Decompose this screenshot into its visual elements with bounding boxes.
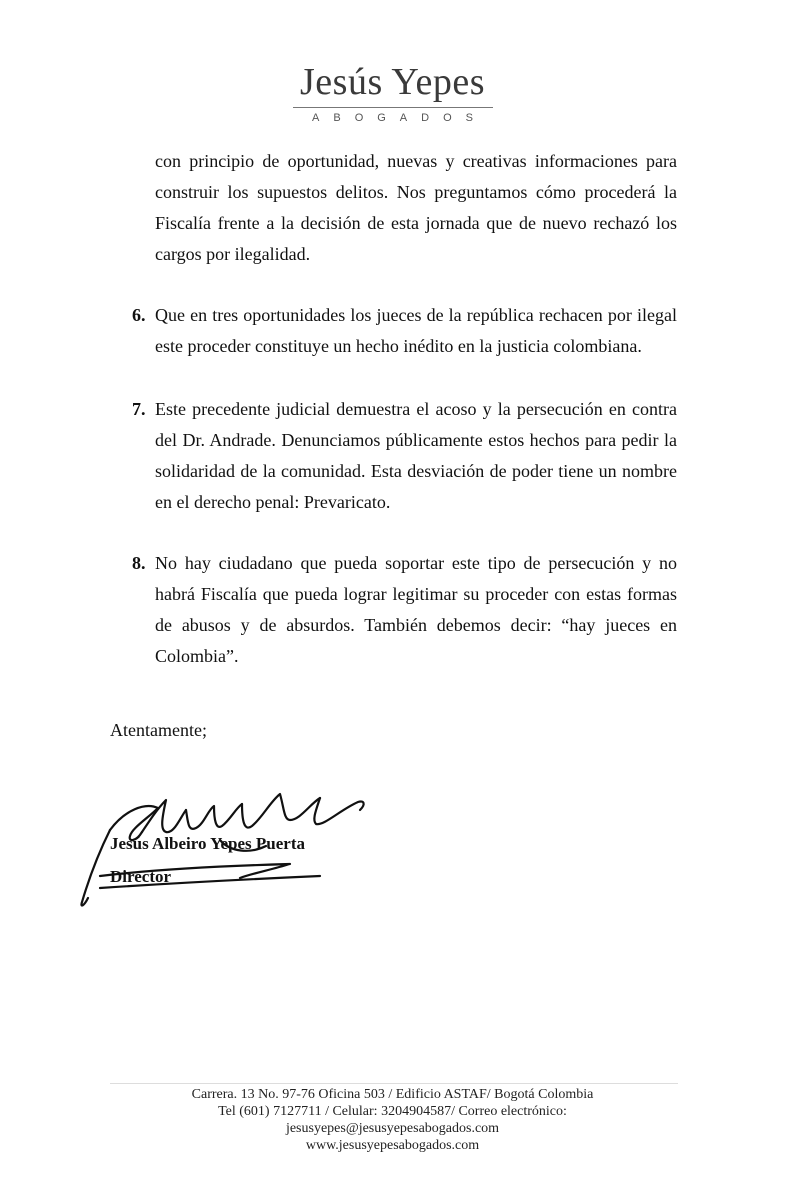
footer-divider	[110, 1083, 678, 1084]
footer-email: jesusyepes@jesusyepesabogados.com	[285, 1121, 500, 1136]
signatory-title: Director	[110, 867, 172, 886]
item-number: 8.	[132, 553, 146, 573]
logo-subtitle: ABOGADOS	[312, 112, 487, 124]
footer-website: www.jesusyepesabogados.com	[305, 1138, 480, 1153]
item-text: No hay ciudadano que pueda soportar este tipo de persecución y no habrá Fiscalía que pueda lograr legitimar su proceder con estas formas de abusos y de absurdos. También debemos decir: “hay jueces en Colombia”.	[155, 553, 677, 666]
item-text: Este precedente judicial demuestra el acoso y la persecución en contra del Dr. Andrade. Denunciamos públicamente estos hechos para pedir la solidaridad de la comunidad. Esta desviación de poder tiene un nombre en el derecho penal: Prevaricato.	[155, 399, 677, 512]
handwritten-signature	[70, 780, 380, 910]
item-number: 6.	[132, 305, 146, 325]
item-text: Que en tres oportunidades los jueces de la república rechacen por ilegal este proceder constituye un hecho inédito en la justicia colombiana.	[155, 305, 677, 356]
footer-phone: Tel (601) 7127711 / Celular: 3204904587/ Correo electrónico:	[218, 1104, 567, 1119]
logo-name: Jesús Yepes	[300, 61, 485, 103]
footer-address: Carrera. 13 No. 97-76 Oficina 503 / Edificio ASTAF/ Bogotá Colombia	[191, 1087, 594, 1102]
closing-salutation: Atentamente;	[110, 720, 207, 740]
letterhead-logo	[0, 62, 785, 125]
signatory-name: Jesús Albeiro Yepes Puerta	[110, 834, 306, 853]
continuation-paragraph: con principio de oportunidad, nuevas y creativas informaciones para construir los supuestos delitos. Nos preguntamos cómo procederá la Fiscalía frente a la decisión de esta jornada que de nuevo rechazó los cargos por ilegalidad.	[155, 151, 677, 264]
footer-contact	[0, 1086, 785, 1154]
item-number: 7.	[132, 399, 146, 419]
logo-divider	[293, 107, 493, 108]
